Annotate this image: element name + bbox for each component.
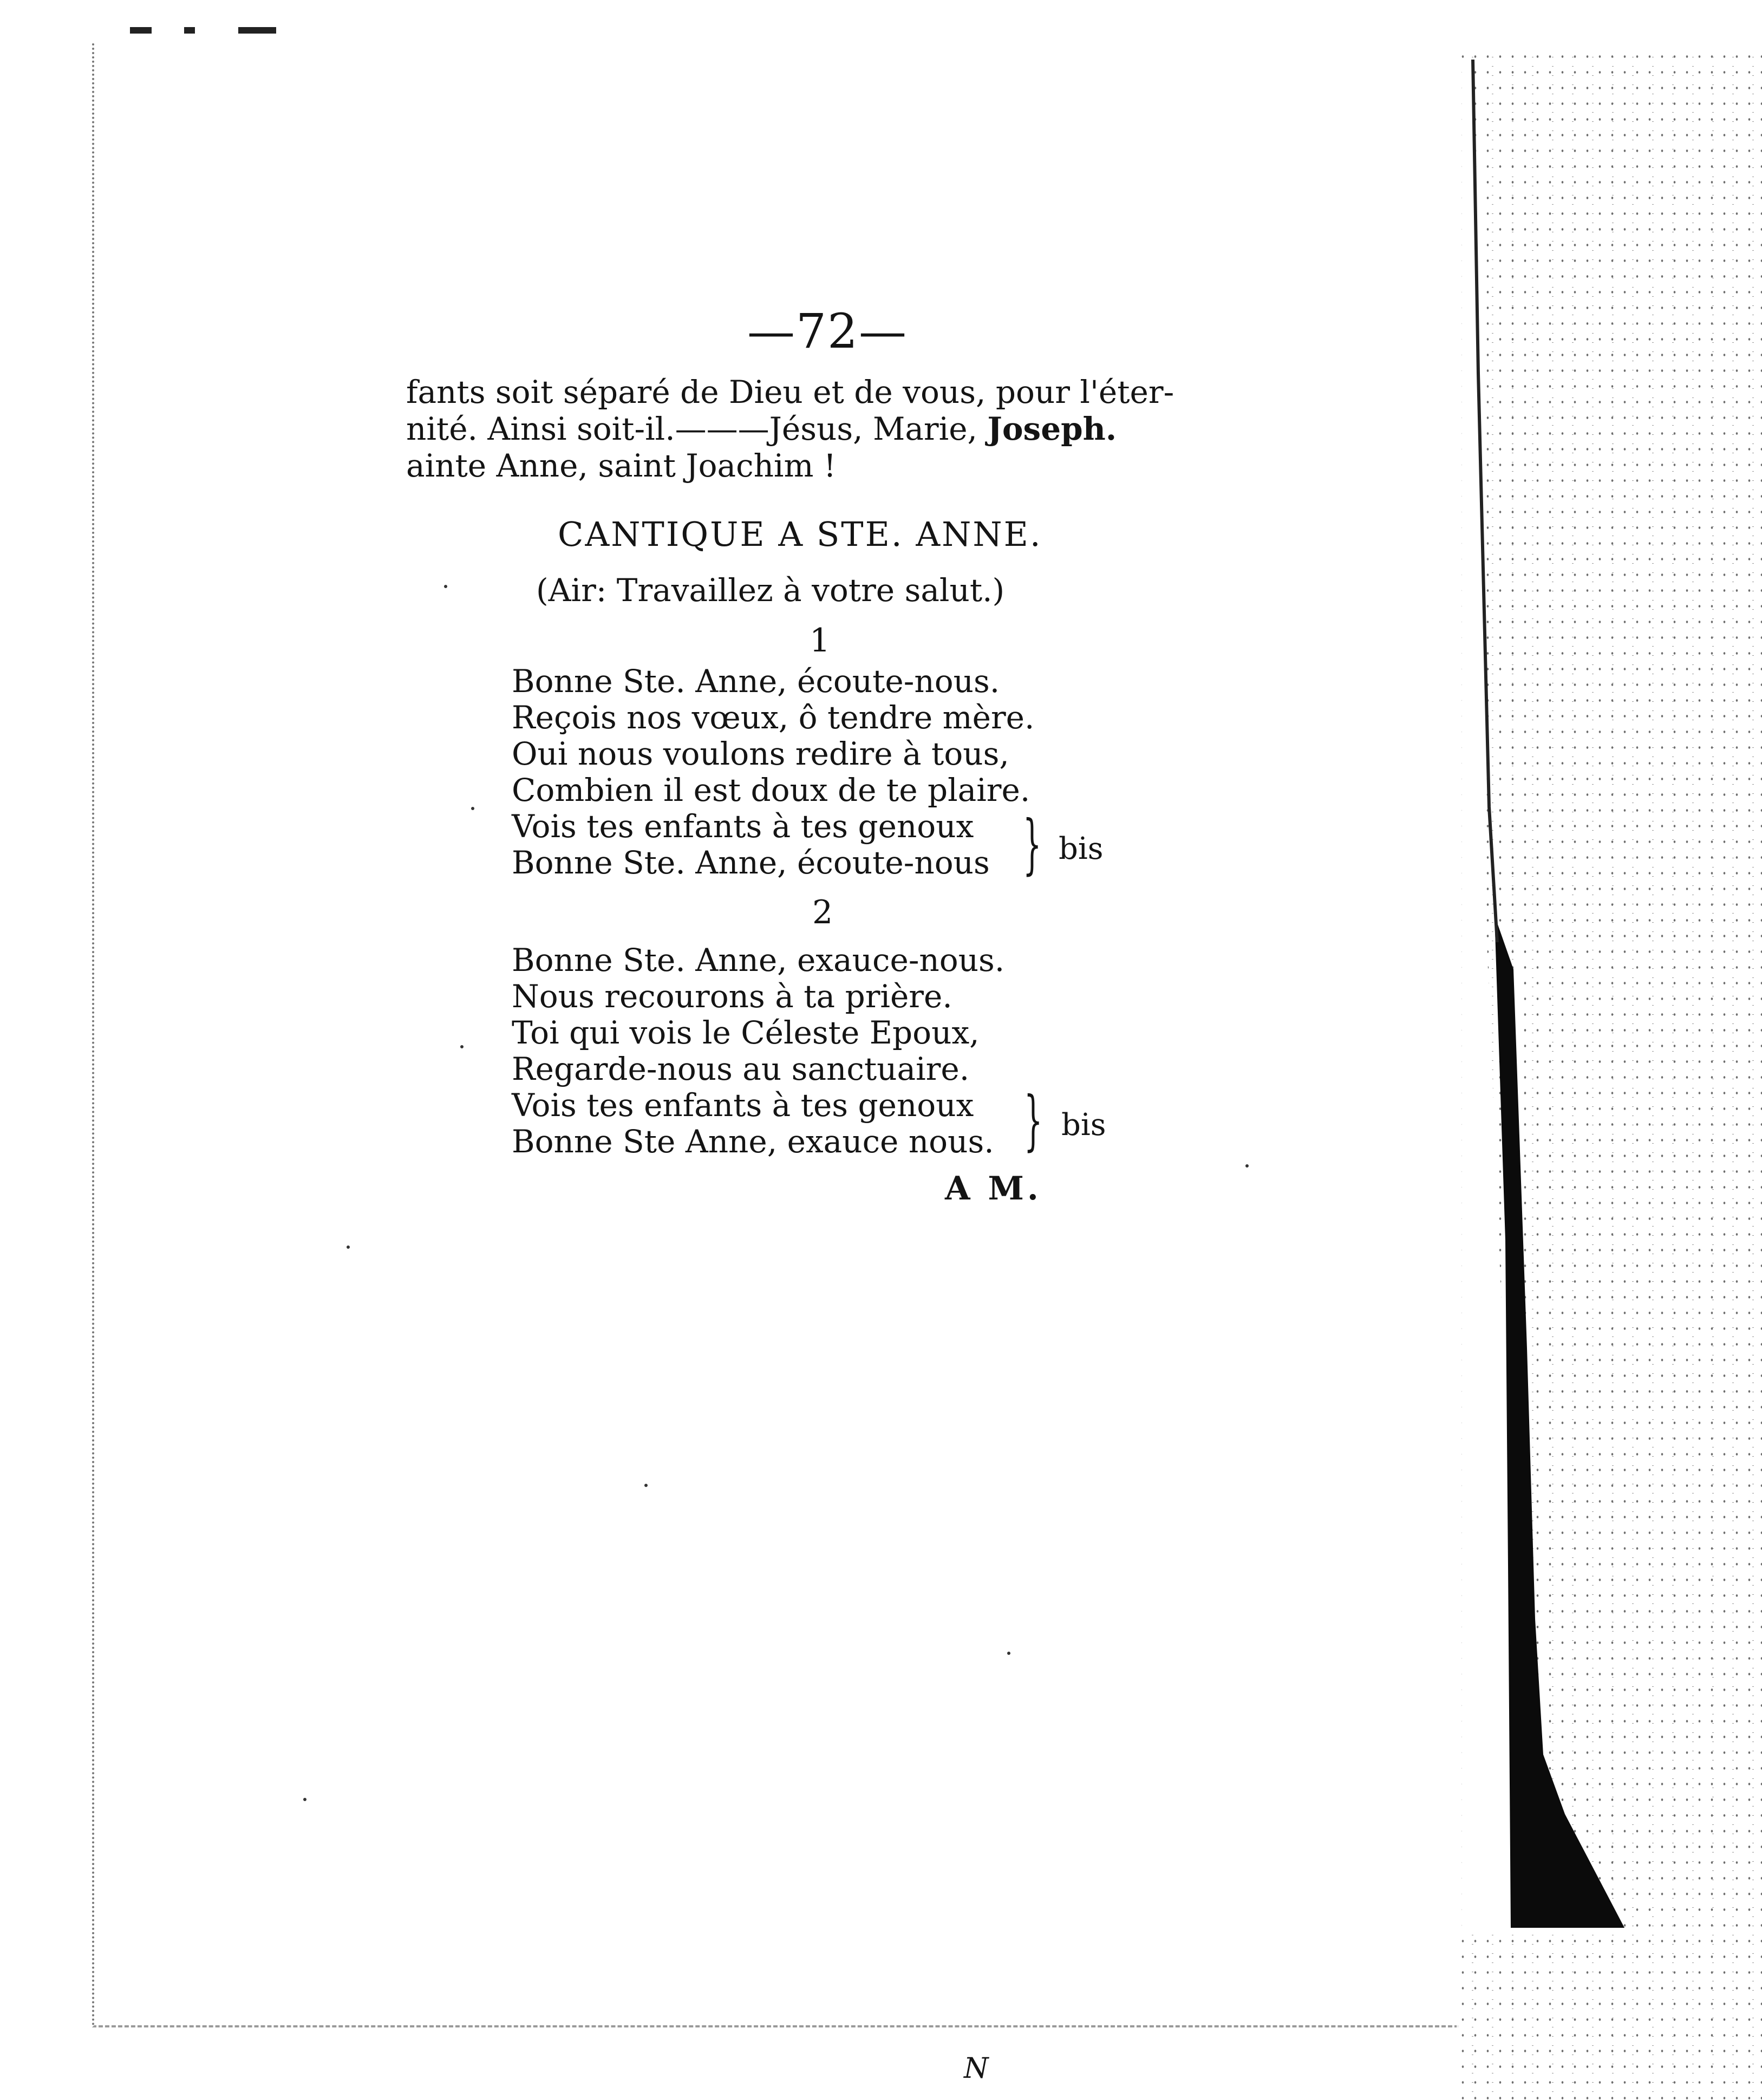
repeat-marker: bis [1061, 1107, 1106, 1143]
prose-line: nité. Ainsi soit-il.———Jésus, Marie, Joseph. [406, 410, 1117, 447]
verse-line: Vois tes enfants à tes genoux [512, 1087, 974, 1124]
scan-edge-mark [130, 27, 152, 34]
repeat-brace: } [1023, 1083, 1043, 1158]
prose-line: fants soit séparé de Dieu et de vous, pour l'éter- [406, 374, 1174, 410]
hymn-air: (Air: Travaillez à votre salut.) [536, 572, 1005, 609]
verse-line: Vois tes enfants à tes genoux [512, 808, 974, 845]
repeat-brace: } [1022, 807, 1042, 882]
print-speck [460, 1045, 464, 1048]
prose-paragraph [406, 374, 1272, 484]
print-speck [303, 1798, 306, 1801]
prose-line: ainte Anne, saint Joachim ! [406, 447, 837, 484]
verse-line: Oui nous voulons redire à tous, [512, 735, 1009, 772]
scan-edge-mark [238, 27, 276, 34]
verse-line: Bonne Ste. Anne, écoute-nous. [512, 663, 1000, 700]
repeat-marker: bis [1059, 831, 1104, 866]
print-speck [1245, 1164, 1249, 1168]
verse-line: Bonne Ste. Anne, exauce-nous. [512, 942, 1005, 979]
verse-line: Combien il est doux de te plaire. [512, 772, 1030, 808]
verse-line: Reçois nos vœux, ô tendre mère. [512, 699, 1035, 736]
author-signature: A M. [945, 1170, 1042, 1208]
scan-edge-mark [184, 27, 195, 34]
verse-line: Bonne Ste Anne, exauce nous. [512, 1123, 994, 1160]
stanza-2 [512, 942, 1004, 1160]
print-speck [1007, 1652, 1010, 1655]
verse-line: Bonne Ste. Anne, écoute-nous [512, 844, 990, 881]
print-speck [471, 807, 474, 810]
hymn-title: CANTIQUE A STE. ANNE. [558, 514, 1042, 554]
page-gutter-shadow [1462, 49, 1762, 2052]
print-speck [347, 1245, 350, 1249]
print-speck [444, 585, 447, 588]
footer-mark: N [964, 2052, 989, 2085]
stanza-1 [512, 663, 1034, 881]
verse-line: Regarde-nous au sanctuaire. [512, 1051, 970, 1087]
page-number: —72— [747, 303, 908, 359]
print-speck [644, 1484, 648, 1487]
stanza-number: 1 [810, 622, 831, 660]
verse-line: Nous recourons à ta prière. [512, 978, 952, 1015]
stanza-number: 2 [812, 894, 833, 931]
verse-line: Toi qui vois le Céleste Epoux, [512, 1014, 980, 1051]
